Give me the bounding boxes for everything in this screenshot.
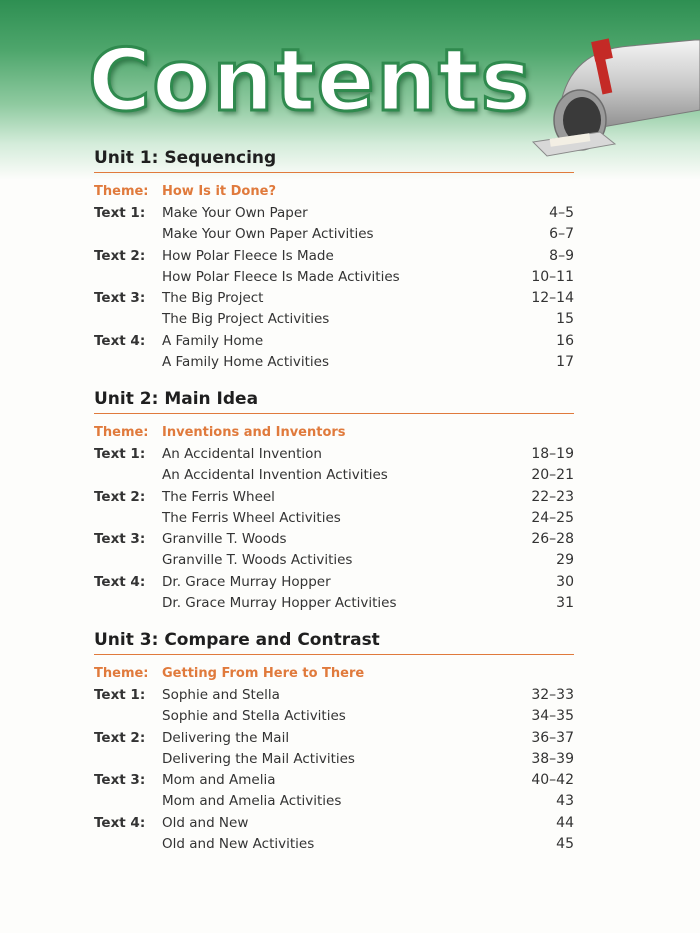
page-number: 32–33 (531, 687, 574, 703)
text-label (94, 550, 162, 571)
page-number: 36–37 (531, 729, 574, 746)
entry-title: Granville T. Woods (162, 531, 287, 548)
entry-title: Sophie and Stella (162, 687, 280, 703)
toc-row (94, 508, 574, 529)
text-label: Text 1: (94, 687, 146, 703)
page-number: 22–23 (531, 488, 574, 505)
text-label (94, 267, 162, 288)
theme-label: Theme: (94, 425, 149, 440)
entry-title: Delivering the Mail Activities (162, 750, 355, 767)
entry-title: An Accidental Invention Activities (162, 467, 388, 484)
page-number: 34–35 (531, 708, 574, 725)
entry-title: Old and New (162, 814, 249, 831)
entry-title: Sophie and Stella Activities (162, 708, 346, 725)
toc-row (94, 267, 574, 288)
toc-row (94, 246, 574, 267)
page-number: 44 (556, 814, 574, 831)
unit-1 (94, 146, 574, 373)
text-label: Text 1: (94, 205, 146, 221)
text-label (94, 791, 162, 812)
toc-row (94, 813, 574, 834)
toc-row (94, 331, 574, 352)
entry-title: The Ferris Wheel Activities (162, 509, 341, 526)
text-label: Text 4: (94, 814, 146, 831)
toc-row (94, 465, 574, 486)
page-number: 18–19 (531, 446, 574, 462)
entry-title: An Accidental Invention (162, 446, 322, 462)
page-number: 10–11 (531, 268, 574, 285)
text-label: Text 2: (94, 729, 146, 746)
theme-title: Getting From Here to There (162, 666, 365, 681)
page-number: 43 (556, 793, 574, 810)
text-label: Text 4: (94, 573, 146, 590)
unit-2 (94, 387, 574, 614)
toc-row (94, 572, 574, 593)
text-label (94, 224, 162, 245)
toc-row (94, 529, 574, 550)
theme-label: Theme: (94, 184, 149, 199)
toc-row (94, 728, 574, 749)
page-number: 38–39 (531, 750, 574, 767)
theme-title: Inventions and Inventors (162, 425, 346, 440)
page-number: 29 (556, 552, 574, 569)
toc-row (94, 203, 574, 224)
entry-title: A Family Home Activities (162, 354, 330, 371)
theme-row (94, 663, 574, 685)
entry-title: Delivering the Mail (162, 729, 290, 746)
page-number: 12–14 (531, 290, 574, 307)
entry-title: How Polar Fleece Is Made Activities (162, 268, 400, 285)
entry-title: Dr. Grace Murray Hopper Activities (162, 595, 397, 612)
text-label: Text 1: (94, 446, 146, 462)
toc-row (94, 706, 574, 727)
entry-title: A Family Home (162, 332, 264, 349)
text-label: Text 3: (94, 290, 146, 307)
toc-row (94, 685, 574, 706)
page-number: 16 (556, 332, 574, 349)
text-label: Text 4: (94, 332, 146, 349)
text-label (94, 706, 162, 727)
page-number: 31 (556, 595, 574, 612)
text-label (94, 593, 162, 614)
text-label: Text 2: (94, 247, 146, 264)
unit-heading: Unit 3: Compare and Contrast (94, 628, 574, 655)
toc-row (94, 770, 574, 791)
toc-row (94, 550, 574, 571)
entry-title: Make Your Own Paper (162, 205, 308, 221)
entry-title: Make Your Own Paper Activities (162, 226, 374, 243)
entry-title: Granville T. Woods Activities (162, 552, 353, 569)
entry-title: Old and New Activities (162, 836, 315, 853)
page-number: 40–42 (531, 772, 574, 789)
toc-row (94, 352, 574, 373)
unit-heading: Unit 2: Main Idea (94, 387, 574, 414)
text-label (94, 352, 162, 373)
theme-row (94, 181, 574, 203)
text-label (94, 309, 162, 330)
text-label (94, 508, 162, 529)
toc-row (94, 749, 574, 770)
page-number: 6–7 (549, 226, 574, 243)
entry-title: Dr. Grace Murray Hopper (162, 573, 331, 590)
page-number: 26–28 (531, 531, 574, 548)
text-label (94, 749, 162, 770)
text-label (94, 465, 162, 486)
page-number: 4–5 (549, 205, 574, 221)
page-number: 20–21 (531, 467, 574, 484)
page-number: 30 (556, 573, 574, 590)
toc-row (94, 224, 574, 245)
theme-title: How Is it Done? (162, 184, 276, 199)
toc-row (94, 593, 574, 614)
theme-row (94, 422, 574, 444)
text-label: Text 2: (94, 488, 146, 505)
text-label: Text 3: (94, 772, 146, 789)
page-number: 15 (556, 311, 574, 328)
text-label: Text 3: (94, 531, 146, 548)
unit-3 (94, 628, 574, 855)
unit-heading: Unit 1: Sequencing (94, 146, 574, 173)
entry-title: The Ferris Wheel (162, 488, 275, 505)
entry-title: How Polar Fleece Is Made (162, 247, 334, 264)
entry-title: The Big Project (162, 290, 264, 307)
entry-title: Mom and Amelia Activities (162, 793, 342, 810)
toc-row (94, 444, 574, 465)
page-title: Contents (88, 31, 533, 131)
toc-row (94, 487, 574, 508)
entry-title: The Big Project Activities (162, 311, 330, 328)
page-number: 45 (556, 836, 574, 853)
page-number: 8–9 (549, 247, 574, 264)
entry-title: Mom and Amelia (162, 772, 276, 789)
toc-row (94, 288, 574, 309)
toc-row (94, 791, 574, 812)
page-number: 17 (556, 354, 574, 371)
theme-label: Theme: (94, 666, 149, 681)
page-number: 24–25 (531, 509, 574, 526)
toc-row (94, 834, 574, 855)
text-label (94, 834, 162, 855)
toc-row (94, 309, 574, 330)
